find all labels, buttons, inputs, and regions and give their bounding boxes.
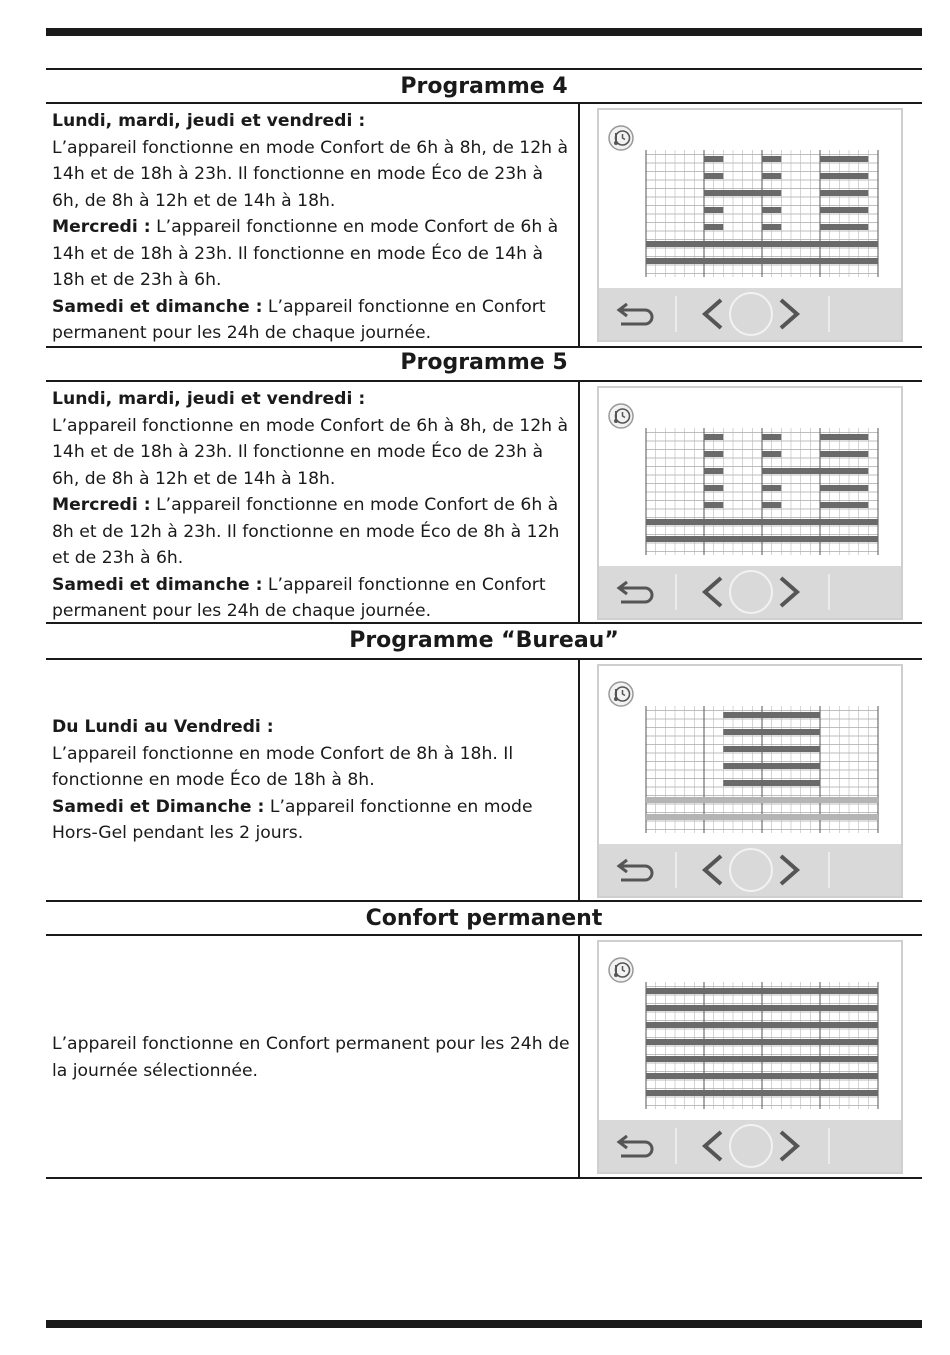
- comfort-bar: [704, 173, 723, 179]
- section-description: [52, 108, 572, 347]
- comfort-bar: [646, 258, 878, 264]
- comfort-bar: [820, 502, 868, 508]
- circle-select-icon[interactable]: [730, 571, 772, 613]
- paragraph: L’appareil fonctionne en mode Confort de 6h à 8h, de 12h à 14h et de 18h à 23h. Il fonctionne en mode Éco de 23h à 6h, de 8h à 12h et de 14h à 18h.: [52, 415, 569, 489]
- chevron-left-icon[interactable]: [705, 300, 721, 328]
- screen-nav-icons: [599, 288, 901, 340]
- comfort-bar: [723, 763, 820, 769]
- comfort-bar: [762, 502, 781, 508]
- back-arrow-icon[interactable]: [619, 860, 652, 880]
- weekly-schedule-grid: [599, 110, 901, 290]
- chevron-left-icon[interactable]: [705, 578, 721, 606]
- comfort-bar: [646, 1073, 878, 1079]
- comfort-bar: [646, 519, 878, 525]
- comfort-bar: [723, 729, 820, 735]
- paragraph: Samedi et dimanche : L’appareil fonctionne en Confort permanent pour les 24h de chaque journée.: [52, 296, 546, 343]
- top-rule: [46, 28, 922, 36]
- comfort-bar: [646, 1005, 878, 1011]
- comfort-bar: [646, 241, 878, 247]
- comfort-bar: [820, 224, 868, 230]
- comfort-bar: [646, 1056, 878, 1062]
- comfort-bar: [820, 207, 868, 213]
- comfort-bar: [704, 468, 723, 474]
- comfort-bar: [820, 156, 868, 162]
- section-title: Programme 5: [46, 346, 922, 382]
- comfort-bar: [704, 190, 781, 196]
- paragraph: L’appareil fonctionne en mode Confort de 6h à 8h, de 12h à 14h et de 18h à 23h. Il fonctionne en mode Éco de 23h à 6h, de 8h à 12h et de 14h à 18h.: [52, 137, 569, 211]
- circle-select-icon[interactable]: [730, 293, 772, 335]
- comfort-bar: [723, 780, 820, 786]
- chevron-right-icon[interactable]: [781, 856, 797, 884]
- section-description: [52, 386, 572, 625]
- section-bottom-rule: [46, 1177, 922, 1179]
- section-programme-5: [46, 346, 922, 626]
- comfort-bar: [704, 434, 723, 440]
- comfort-bar: [762, 451, 781, 457]
- paragraph: Samedi et Dimanche : L’appareil fonctionne en mode Hors-Gel pendant les 2 jours.: [52, 796, 533, 843]
- screen-nav-icons: [599, 566, 901, 618]
- section-confort-permanent: [46, 900, 922, 1182]
- section-title: Confort permanent: [46, 900, 922, 936]
- column-divider: [578, 104, 580, 346]
- comfort-bar: [820, 451, 868, 457]
- circle-select-icon[interactable]: [730, 1125, 772, 1167]
- program-screen: [597, 386, 903, 620]
- comfort-bar: [723, 712, 820, 718]
- column-divider: [578, 936, 580, 1178]
- frost-bar: [646, 797, 878, 803]
- back-arrow-icon[interactable]: [619, 1136, 652, 1156]
- bottom-rule: [46, 1320, 922, 1328]
- weekly-schedule-grid: [599, 666, 901, 846]
- paragraph: L’appareil fonctionne en mode Confort de 8h à 18h. Il fonctionne en mode Éco de 18h à 8h.: [52, 743, 514, 790]
- paragraph: Mercredi : L’appareil fonctionne en mode Confort de 6h à 8h et de 12h à 23h. Il fonctionne en mode Éco de 8h à 12h et de 23h à 6h.: [52, 495, 560, 568]
- column-divider: [578, 660, 580, 902]
- comfort-bar: [762, 468, 868, 474]
- circle-select-icon[interactable]: [730, 849, 772, 891]
- paragraph: Lundi, mardi, jeudi et vendredi :: [52, 389, 366, 409]
- comfort-bar: [646, 1039, 878, 1045]
- comfort-bar: [646, 988, 878, 994]
- comfort-bar: [704, 502, 723, 508]
- chevron-left-icon[interactable]: [705, 1132, 721, 1160]
- back-arrow-icon[interactable]: [619, 582, 652, 602]
- chevron-right-icon[interactable]: [781, 1132, 797, 1160]
- chevron-left-icon[interactable]: [705, 856, 721, 884]
- weekly-schedule-grid: [599, 388, 901, 568]
- section-title: Programme “Bureau”: [46, 624, 922, 660]
- section-description: [52, 714, 572, 847]
- screen-nav-icons: [599, 844, 901, 896]
- section-programme-bureau: [46, 624, 922, 904]
- comfort-bar: [704, 451, 723, 457]
- weekly-schedule-grid: [599, 942, 901, 1122]
- comfort-bar: [704, 485, 723, 491]
- section-description: [52, 1031, 572, 1084]
- comfort-bar: [820, 485, 868, 491]
- comfort-bar: [704, 207, 723, 213]
- comfort-bar: [762, 434, 781, 440]
- comfort-bar: [762, 173, 781, 179]
- back-arrow-icon[interactable]: [619, 304, 652, 324]
- section-programme-4: [46, 68, 922, 348]
- chevron-right-icon[interactable]: [781, 300, 797, 328]
- section-title: Programme 4: [46, 68, 922, 104]
- program-screen: [597, 108, 903, 342]
- comfort-bar: [646, 536, 878, 542]
- paragraph: Lundi, mardi, jeudi et vendredi :: [52, 111, 366, 131]
- comfort-bar: [704, 224, 723, 230]
- paragraph: L’appareil fonctionne en Confort permanent pour les 24h de la journée sélectionnée.: [52, 1034, 570, 1081]
- comfort-bar: [820, 190, 868, 196]
- comfort-bar: [646, 1022, 878, 1028]
- comfort-bar: [762, 207, 781, 213]
- comfort-bar: [646, 1090, 878, 1096]
- column-divider: [578, 382, 580, 624]
- comfort-bar: [820, 173, 868, 179]
- comfort-bar: [704, 156, 723, 162]
- program-screen: [597, 664, 903, 898]
- comfort-bar: [762, 485, 781, 491]
- frost-bar: [646, 814, 878, 820]
- comfort-bar: [723, 746, 820, 752]
- comfort-bar: [762, 224, 781, 230]
- paragraph: Mercredi : L’appareil fonctionne en mode Confort de 6h à 14h et de 18h à 23h. Il fonctionne en mode Éco de 14h à 18h et de 23h à 6h.: [52, 217, 559, 290]
- comfort-bar: [762, 156, 781, 162]
- chevron-right-icon[interactable]: [781, 578, 797, 606]
- paragraph: Du Lundi au Vendredi :: [52, 717, 274, 737]
- program-screen: [597, 940, 903, 1174]
- paragraph: Samedi et dimanche : L’appareil fonctionne en Confort permanent pour les 24h de chaque journée.: [52, 574, 546, 621]
- screen-nav-icons: [599, 1120, 901, 1172]
- comfort-bar: [820, 434, 868, 440]
